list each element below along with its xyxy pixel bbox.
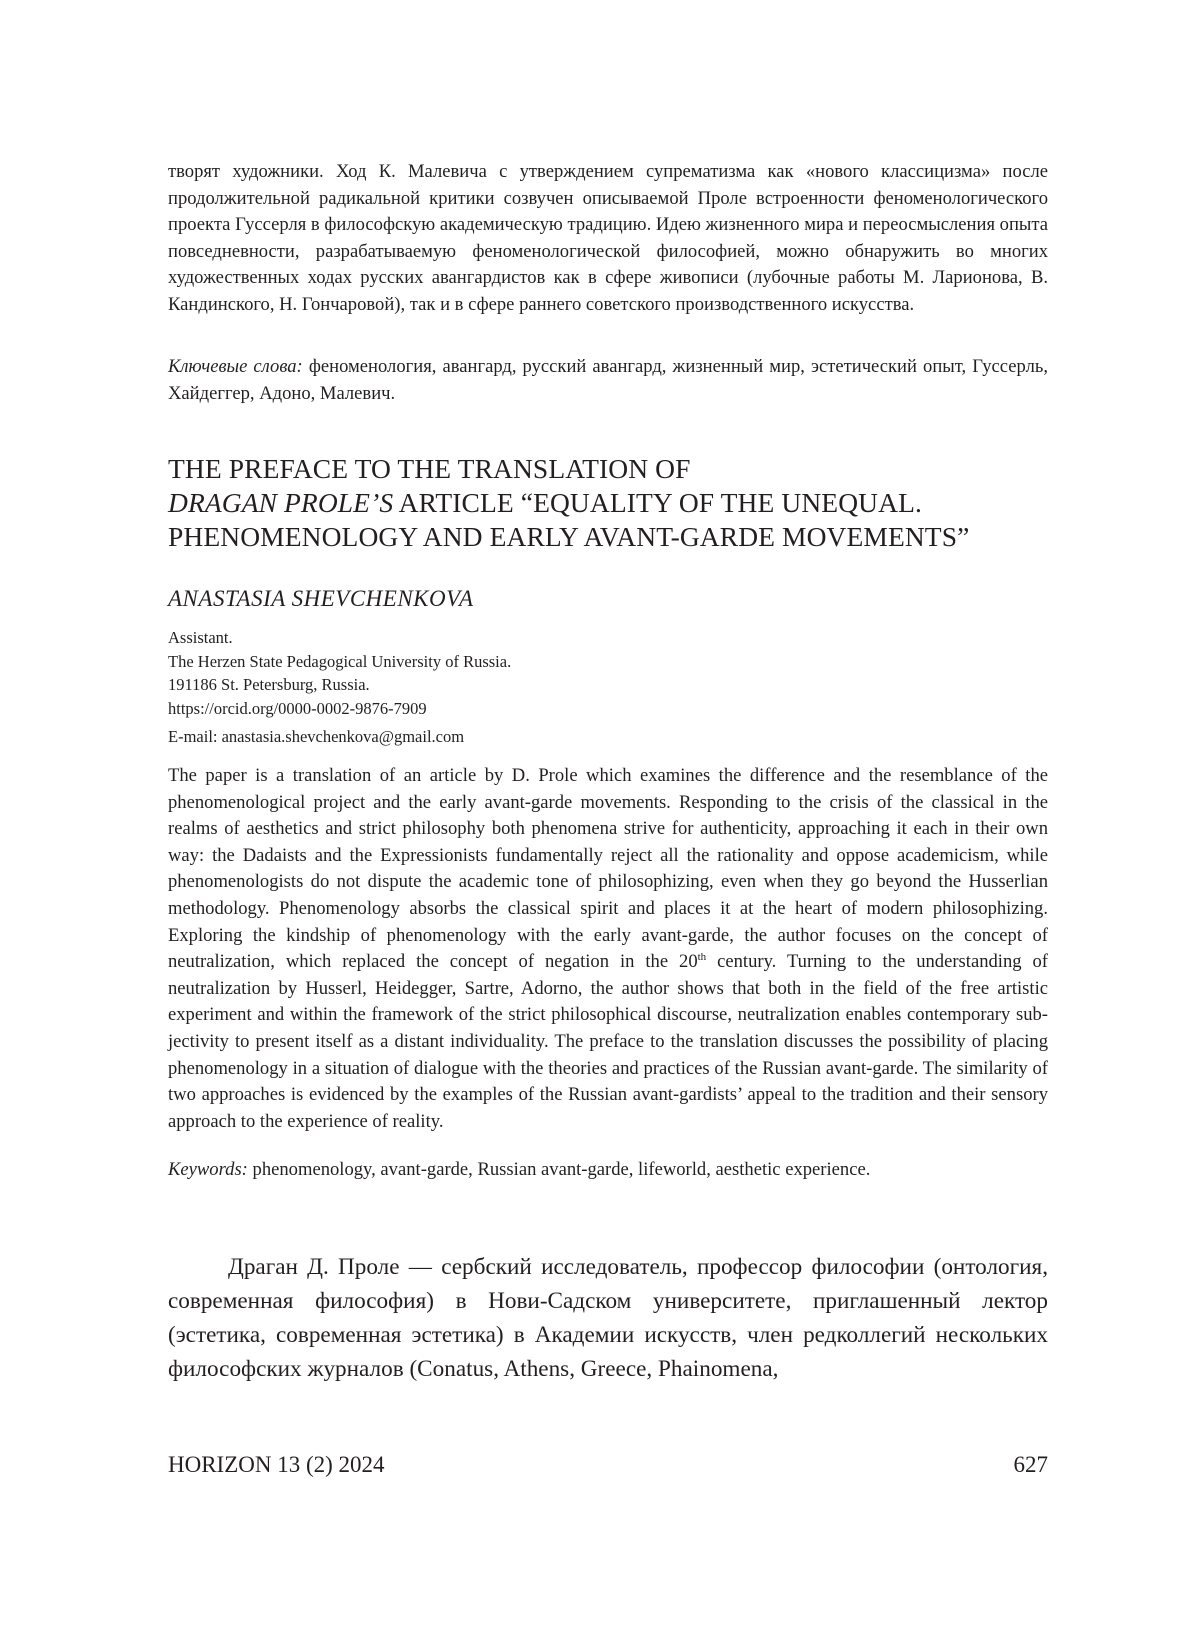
russian-keywords [168,354,1048,407]
title-author-name: DRAGAN PROLE’S [168,487,394,518]
journal-footer: HORIZON 13 (2) 2024 [168,1452,385,1477]
title-line-1: THE PREFACE TO THE TRANSLATION OF [168,453,691,484]
body-paragraph: Драган Д. Проле — сербский исследователь, профессор философии (онтология, современная философия) в Нови-Садском университете, приглашенный лектор (эстетика, современная эстетика) в Академии искусств, член редколлегий нескольких философских журналов (Conatus, Athens, Greece, Phainomena, [168,1254,1048,1382]
english-abstract-part-2: century. Turning to the understanding of neutralization by Husserl, Heidegger, Sartre, Adorno, the author shows that both in the field of the free artistic experiment and within the framework of the strict philosophical discourse, neutralization enables contemporary subjectivity to present itself as a distant individuality. The preface to the translation discusses the possibility of placing phenomenology in a situation of dialogue with the theories and practices of the Russian avant-garde. The similarity of two approaches is evidenced by the examples of the Russian avant-gardists’ appeal to the tradition and their sensory approach to the experience of reality. [168,951,1048,1132]
title-line-3: PHENOMENOLOGY AND EARLY AVANT-GARDE MOVEMENTS” [168,521,970,552]
page-number: 627 [1013,1452,1048,1477]
russian-abstract: творят художники. Ход К. Малевича с утверждением супрематизма как «нового классицизма» после продолжительной радикальной критики созвучен описываемой Проле встроенности феноменологического проекта Гуссерля в философскую академическую традицию. Идею жизненного мира и переосмысления опыта повседневности, разрабатываемую феноменологической философией, можно обнаружить во многих художественных ходах русских авангардистов как в сфере живописи (лубочные работы М. Ларионова, В. Кандинского, Н. Гончаровой), так и в сфере раннего советского производственного искусства. [168,161,1048,315]
english-abstract-part-1: The paper is a translation of an article by D. Prole which examines the difference and the resemblance of the phenomenological project and the early avant-garde movements. Responding to the crisis of the classical in the realms of aesthetics and strict philosophy both phenomena strive for authenticity, approaching it each in their own way: the Dadaists and the Expressionists fundamentally reject all the rationality and oppose academicism, while phenomenologists do not dispute the academic tone of philosophizing, even when they go beyond the Husserlian methodology. Phenomenology absorbs the classical spirit and places it at the heart of modern philosophizing. Exploring the kindship of phenomenology with the early avant-garde, the author focuses on the concept of neutralization, which replaced the concept of negation in the 20 [168,765,1048,973]
author-address: 191186 St. Petersburg, Russia. [168,675,370,694]
russian-keywords-text: феноменология, авангард, русский авангард, жизненный мир, эстетический опыт, Гуссерль, Хайдеггер, Адоно, Малевич. [168,356,1048,404]
english-abstract-superscript: th [697,950,707,963]
english-keywords-text: phenomenology, avant-garde, Russian avant-garde, lifeworld, aesthetic experience. [247,1159,871,1180]
title-line-2-rest: ARTICLE “EQUALITY OF THE UNEQUAL. [393,487,922,518]
english-keywords [168,1157,1048,1184]
russian-keywords-label: Ключевые слова: [168,356,303,377]
english-abstract [168,763,1048,1135]
author-orcid: https://orcid.org/0000-0002-9876-7909 [168,698,427,718]
author-email: E-mail: anastasia.shevchenkova@gmail.com [168,727,465,746]
author-name: ANASTASIA SHEVCHENKOVA [168,586,474,611]
author-position: Assistant. [168,628,233,647]
author-affiliation [168,626,511,720]
title-line-2 [168,486,1068,520]
author-institution: The Herzen State Pedagogical University of Russia. [168,651,512,671]
english-keywords-label: Keywords: [168,1159,248,1180]
article-title [168,452,1068,554]
